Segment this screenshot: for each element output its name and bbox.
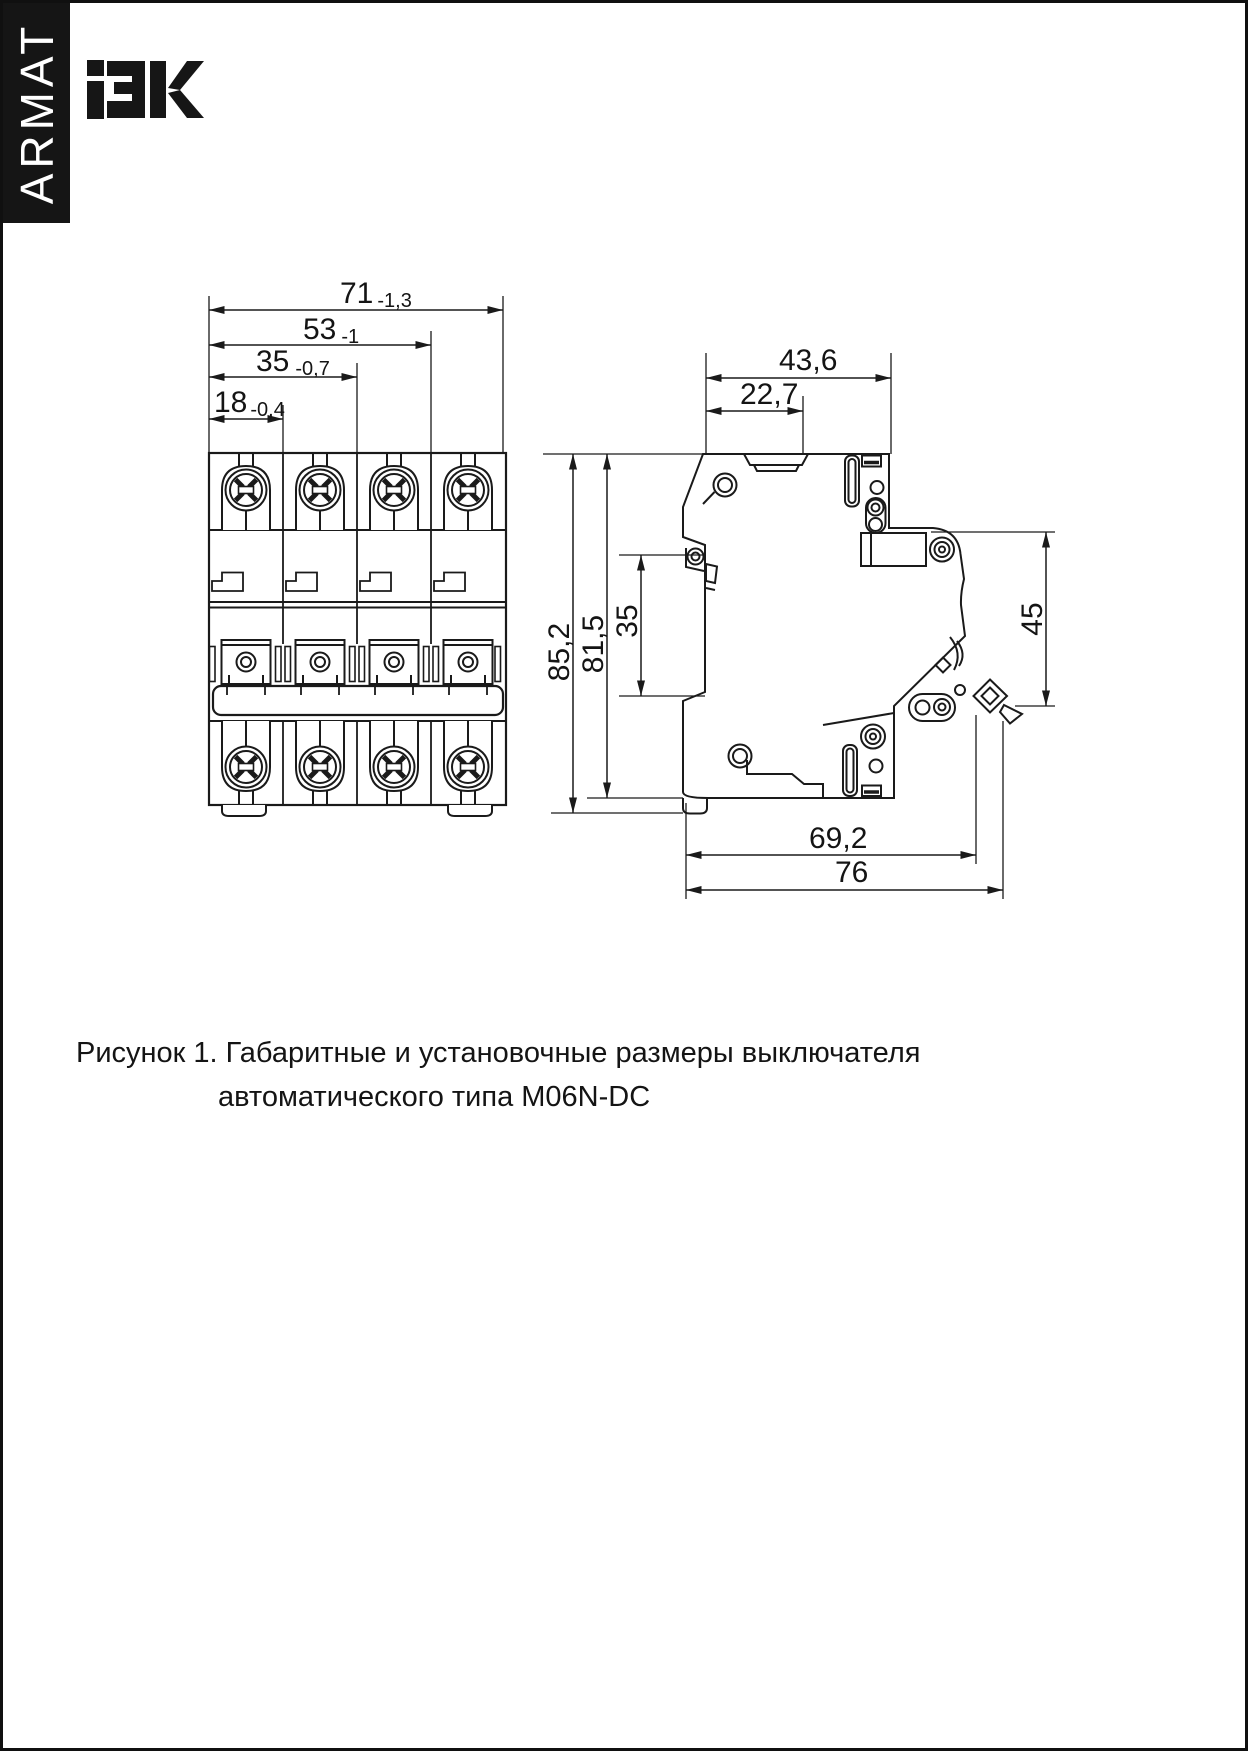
front-view-drawing: [209, 453, 506, 816]
dim-height-85-2: 85,2: [543, 622, 576, 682]
front-view-dimensions: [209, 277, 503, 453]
dim-width-71: 71 -1,3: [340, 277, 412, 312]
dim-height-45: 45: [1016, 602, 1049, 636]
dim-width-35: 35 -0,7: [256, 345, 330, 380]
dim-depth-76: 76: [835, 856, 869, 889]
dim-width-53: 53 -1: [303, 313, 360, 348]
side-view-drawing: [683, 454, 1022, 814]
dim-height-81-5: 81,5: [577, 614, 610, 674]
dim-depth-43-6: 43,6: [779, 344, 838, 377]
handle-tie-bar: [213, 686, 503, 715]
dim-height-35: 35: [611, 604, 644, 638]
dim-depth-22-7: 22,7: [740, 378, 799, 411]
armat-logo-text: ARMAT: [10, 21, 63, 205]
figure-drawing: [3, 3, 1245, 953]
dim-width-18: 18 -0,4: [214, 386, 285, 421]
figure-caption-line2: автоматического типа M06N-DC: [218, 1081, 651, 1113]
figure-caption: [76, 1031, 920, 1119]
dim-depth-69-2: 69,2: [809, 822, 868, 855]
figure-caption-line1: Рисунок 1. Габаритные и установочные размеры выключателя: [76, 1037, 921, 1069]
